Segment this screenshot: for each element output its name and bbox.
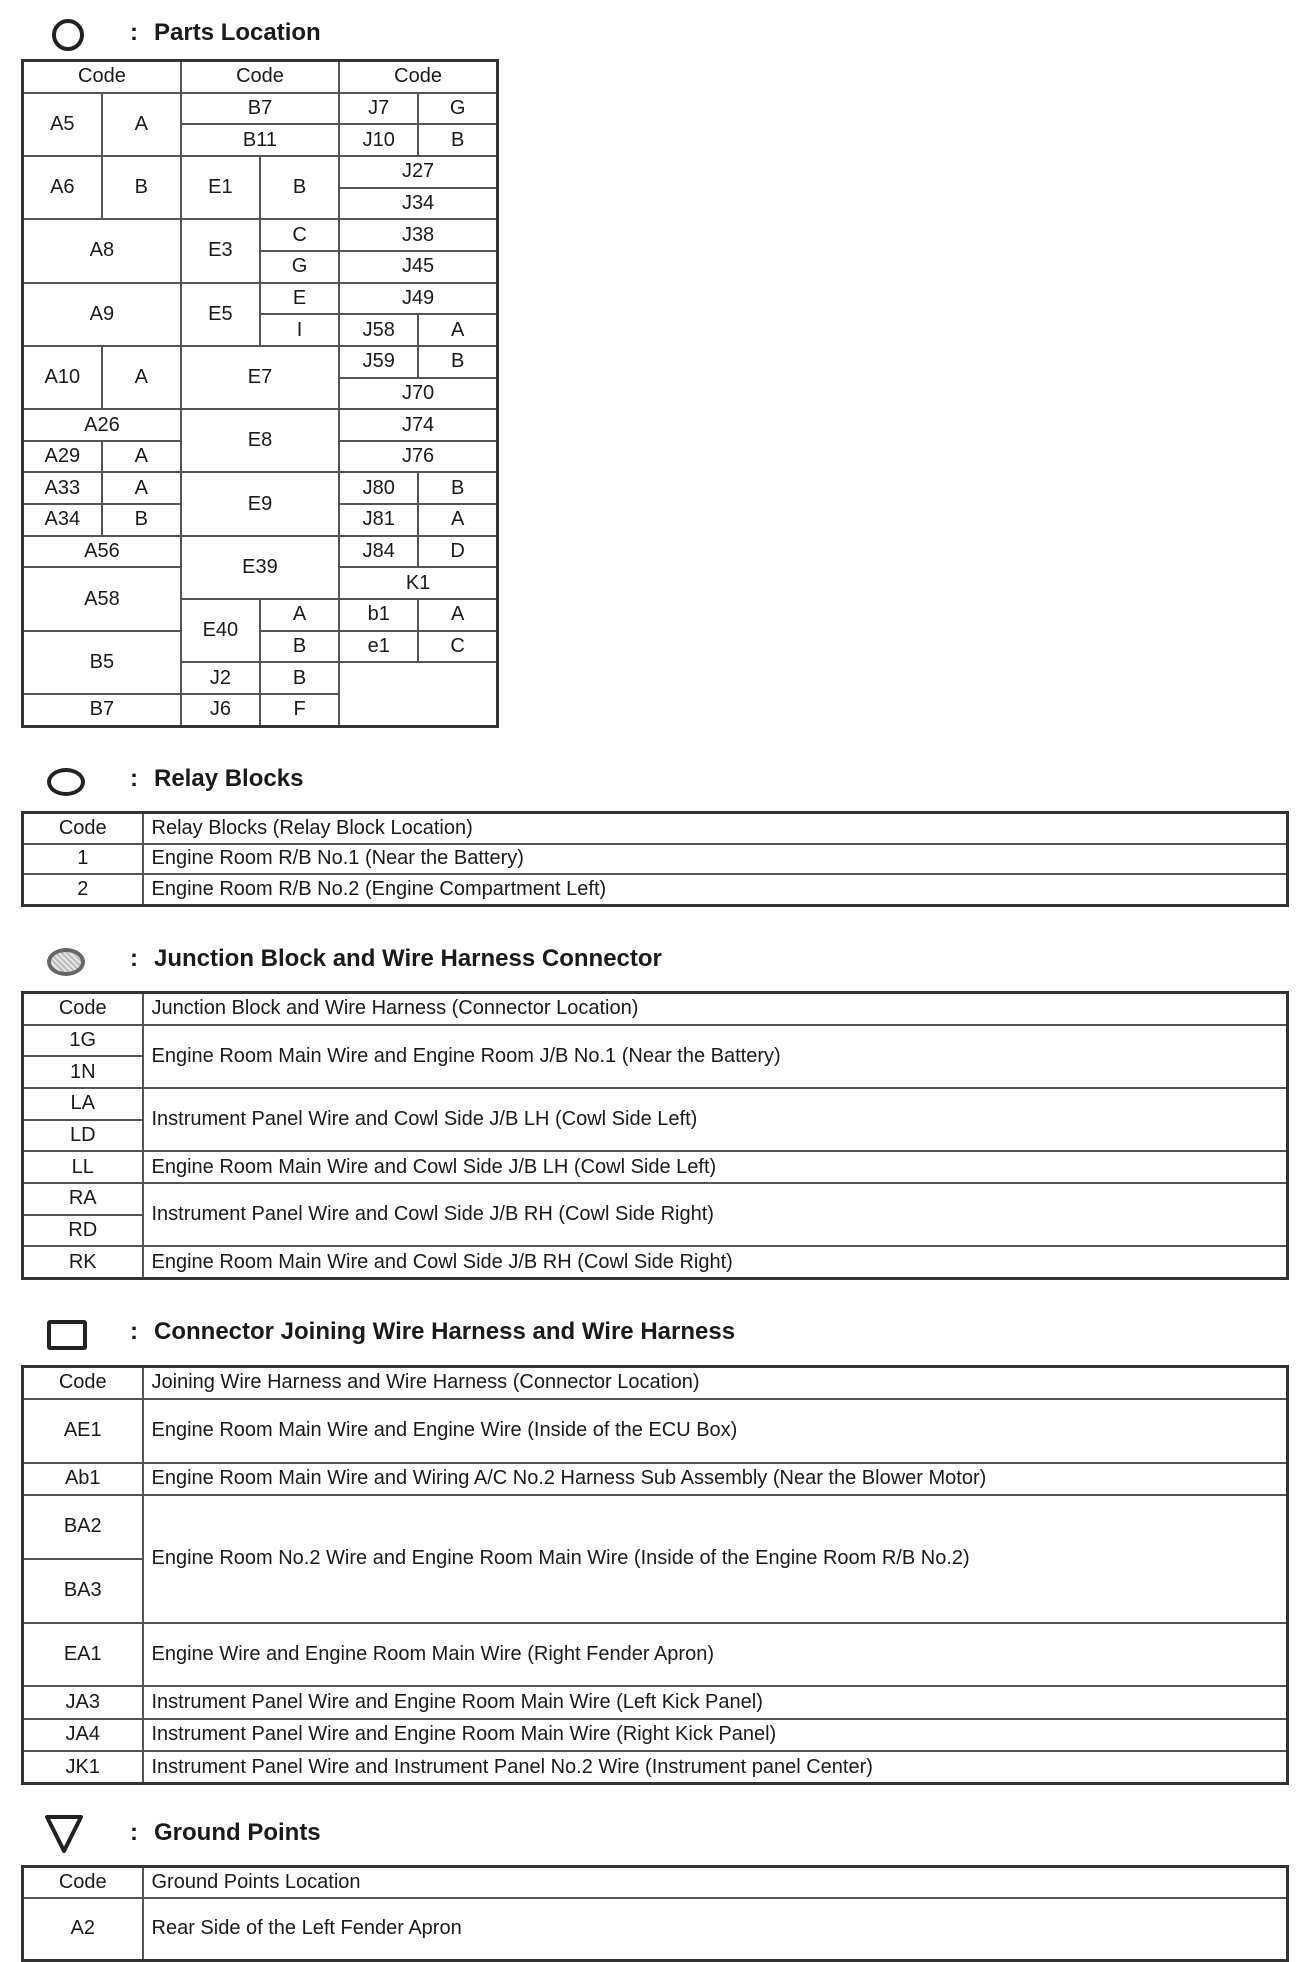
code-cell: B <box>418 472 497 504</box>
code-cell: A <box>102 346 181 409</box>
junction-block-header <box>44 939 662 979</box>
code-cell: 2 <box>23 874 143 905</box>
section-colon: : <box>130 1318 138 1345</box>
relay-blocks-header <box>44 759 303 799</box>
code-cell: A2 <box>23 1898 143 1961</box>
section-colon: : <box>130 1819 138 1846</box>
code-cell: E9 <box>181 472 339 535</box>
code-cell: A26 <box>23 409 181 441</box>
code-cell: JA3 <box>23 1686 143 1718</box>
code-cell: E7 <box>181 346 339 409</box>
code-cell: e1 <box>339 631 418 663</box>
code-cell: J76 <box>339 441 497 473</box>
location-cell: Engine Room Main Wire and Engine Room J/B No.1 (Near the Battery) <box>143 1025 1288 1088</box>
code-cell: A6 <box>23 156 102 219</box>
code-cell: G <box>260 251 339 283</box>
code-cell: JK1 <box>23 1751 143 1784</box>
code-cell: b1 <box>339 599 418 631</box>
code-cell: A <box>102 93 181 156</box>
junction-block-table <box>21 991 1289 1280</box>
header-cell: Ground Points Location <box>143 1867 1288 1898</box>
code-cell: J70 <box>339 378 497 410</box>
code-cell: I <box>260 314 339 346</box>
code-cell: E <box>260 283 339 315</box>
code-cell: 1G <box>23 1025 143 1057</box>
ground-points-header <box>44 1813 321 1853</box>
code-cell: J58 <box>339 314 418 346</box>
code-cell: A29 <box>23 441 102 473</box>
location-cell: Engine Room Main Wire and Cowl Side J/B LH (Cowl Side Left) <box>143 1151 1288 1183</box>
connector-joining-table <box>21 1365 1289 1785</box>
location-cell: Engine Room R/B No.1 (Near the Battery) <box>143 844 1288 875</box>
code-cell: G <box>418 93 497 125</box>
code-cell: A <box>418 314 497 346</box>
code-cell: BA2 <box>23 1495 143 1559</box>
location-cell: Instrument Panel Wire and Engine Room Main Wire (Right Kick Panel) <box>143 1719 1288 1751</box>
code-cell: A33 <box>23 472 102 504</box>
location-cell: Engine Room Main Wire and Wiring A/C No.2 Harness Sub Assembly (Near the Blower Motor) <box>143 1463 1288 1495</box>
code-cell: B <box>260 662 339 694</box>
section-colon: : <box>130 765 138 792</box>
code-cell: A <box>418 504 497 536</box>
code-cell: A <box>260 599 339 631</box>
code-cell: E39 <box>181 536 339 599</box>
code-cell: J74 <box>339 409 497 441</box>
code-cell: J80 <box>339 472 418 504</box>
parts-location-table <box>21 59 499 728</box>
code-cell: 1N <box>23 1056 143 1088</box>
code-cell: F <box>260 694 339 727</box>
header-cell: Code <box>339 61 497 93</box>
code-cell: C <box>418 631 497 663</box>
connector-joining-header <box>44 1312 735 1352</box>
code-cell: 1 <box>23 844 143 875</box>
code-cell: A8 <box>23 219 181 282</box>
location-cell: Instrument Panel Wire and Instrument Panel No.2 Wire (Instrument panel Center) <box>143 1751 1288 1784</box>
code-cell: C <box>260 219 339 251</box>
connector-joining-title: Connector Joining Wire Harness and Wire Harness <box>154 1318 736 1345</box>
code-cell: B11 <box>181 124 339 156</box>
code-cell: J45 <box>339 251 497 283</box>
code-cell: J27 <box>339 156 497 188</box>
code-cell: J34 <box>339 188 497 220</box>
code-cell: J49 <box>339 283 497 315</box>
code-cell: RA <box>23 1183 143 1215</box>
code-cell: J7 <box>339 93 418 125</box>
code-cell: LD <box>23 1120 143 1152</box>
code-cell: AE1 <box>23 1399 143 1463</box>
header-cell: Code <box>23 813 143 844</box>
code-cell: B <box>418 346 497 378</box>
code-cell: A56 <box>23 536 181 568</box>
section-colon: : <box>130 19 138 46</box>
code-cell: B <box>102 156 181 219</box>
code-cell: JA4 <box>23 1719 143 1751</box>
code-cell: A <box>418 599 497 631</box>
code-cell: D <box>418 536 497 568</box>
junction-block-title: Junction Block and Wire Harness Connector <box>154 945 662 972</box>
location-cell: Engine Room R/B No.2 (Engine Compartment Left) <box>143 874 1288 905</box>
circle-icon <box>44 13 84 53</box>
location-cell: Engine Room No.2 Wire and Engine Room Main Wire (Inside of the Engine Room R/B No.2) <box>143 1495 1288 1623</box>
code-cell: J2 <box>181 662 260 694</box>
code-cell: A9 <box>23 283 181 346</box>
header-cell: Code <box>23 1367 143 1399</box>
code-cell: J38 <box>339 219 497 251</box>
header-cell: Code <box>23 61 181 93</box>
location-cell: Engine Wire and Engine Room Main Wire (Right Fender Apron) <box>143 1623 1288 1687</box>
header-cell: Code <box>181 61 339 93</box>
header-cell: Joining Wire Harness and Wire Harness (Connector Location) <box>143 1367 1288 1399</box>
code-cell: E40 <box>181 599 260 662</box>
code-cell: Ab1 <box>23 1463 143 1495</box>
header-cell: Code <box>23 993 143 1025</box>
location-cell: Instrument Panel Wire and Engine Room Main Wire (Left Kick Panel) <box>143 1686 1288 1718</box>
location-cell: Instrument Panel Wire and Cowl Side J/B RH (Cowl Side Right) <box>143 1183 1288 1246</box>
code-cell: E3 <box>181 219 260 282</box>
parts-location-title: Parts Location <box>154 19 321 46</box>
header-cell: Relay Blocks (Relay Block Location) <box>143 813 1288 844</box>
code-cell: A58 <box>23 567 181 630</box>
relay-blocks-title: Relay Blocks <box>154 765 304 792</box>
code-cell: BA3 <box>23 1559 143 1623</box>
ground-points-table <box>21 1865 1289 1962</box>
section-colon: : <box>130 945 138 972</box>
ground-points-title: Ground Points <box>154 1819 321 1846</box>
location-cell: Engine Room Main Wire and Engine Wire (Inside of the ECU Box) <box>143 1399 1288 1463</box>
code-cell: A <box>102 472 181 504</box>
code-cell: B <box>102 504 181 536</box>
code-cell: LL <box>23 1151 143 1183</box>
empty-cell <box>339 662 497 726</box>
code-cell: B <box>260 156 339 219</box>
code-cell: E5 <box>181 283 260 346</box>
code-cell: B <box>260 631 339 663</box>
code-cell: A <box>102 441 181 473</box>
oval-icon <box>44 759 84 799</box>
code-cell: B7 <box>181 93 339 125</box>
code-cell: E1 <box>181 156 260 219</box>
code-cell: J84 <box>339 536 418 568</box>
code-cell: A5 <box>23 93 102 156</box>
code-cell: A34 <box>23 504 102 536</box>
code-cell: B7 <box>23 694 181 727</box>
code-cell: J81 <box>339 504 418 536</box>
location-cell: Rear Side of the Left Fender Apron <box>143 1898 1288 1961</box>
parts-location-header <box>44 13 321 53</box>
code-cell: RD <box>23 1215 143 1247</box>
code-cell: J10 <box>339 124 418 156</box>
code-cell: J6 <box>181 694 260 727</box>
code-cell: B <box>418 124 497 156</box>
code-cell: RK <box>23 1246 143 1278</box>
relay-blocks-table <box>21 811 1289 907</box>
header-cell: Junction Block and Wire Harness (Connector Location) <box>143 993 1288 1025</box>
location-cell: Instrument Panel Wire and Cowl Side J/B LH (Cowl Side Left) <box>143 1088 1288 1151</box>
code-cell: E8 <box>181 409 339 472</box>
header-cell: Code <box>23 1867 143 1898</box>
location-cell: Engine Room Main Wire and Cowl Side J/B RH (Cowl Side Right) <box>143 1246 1288 1278</box>
code-cell: LA <box>23 1088 143 1120</box>
triangle-icon <box>44 1813 84 1853</box>
code-cell: J59 <box>339 346 418 378</box>
rectangle-icon <box>44 1312 84 1352</box>
shaded-oval-icon <box>44 939 84 979</box>
code-cell: K1 <box>339 567 497 599</box>
code-cell: A10 <box>23 346 102 409</box>
code-cell: B5 <box>23 631 181 694</box>
code-cell: EA1 <box>23 1623 143 1687</box>
